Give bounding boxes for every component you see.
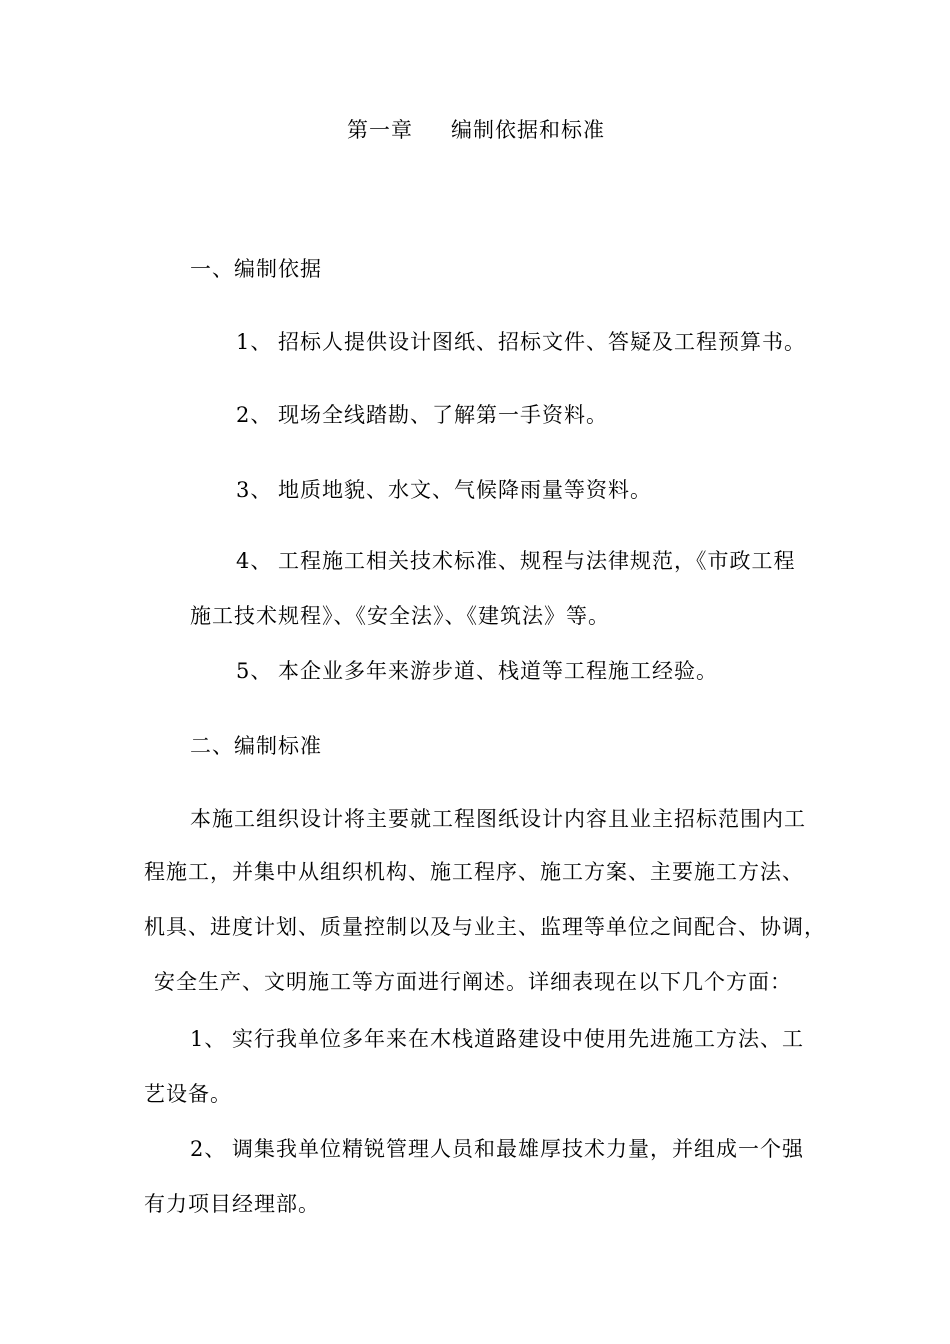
item-text: 工程施工相关技术标准、规程与法律规范，《市政工程	[278, 549, 796, 573]
paragraph-line: 程施工，并集中从组织机构、施工程序、施工方案、主要施工方法、	[144, 860, 804, 884]
list-item	[236, 546, 796, 576]
list-item	[190, 1134, 804, 1164]
list-item	[236, 327, 806, 357]
item-text: 调集我单位精锐管理人员和最雄厚技术力量，并组成一个强	[232, 1137, 804, 1161]
paragraph-line: 安全生产、文明施工等方面进行阐述。详细表现在以下几个方面：	[154, 970, 792, 994]
list-item-continuation: 施工技术规程》、《安全法》、《建筑法》等。	[190, 604, 610, 628]
item-number: 5、	[236, 659, 273, 683]
item-number: 3、	[236, 478, 273, 502]
item-number: 4、	[236, 549, 273, 573]
chapter-title-text: 编制依据和标准	[451, 118, 605, 142]
item-text: 实行我单位多年来在木栈道路建设中使用先进施工方法、工	[232, 1027, 804, 1051]
list-item-continuation: 有力项目经理部。	[144, 1192, 320, 1216]
paragraph-line: 本施工组织设计将主要就工程图纸设计内容且业主招标范围内工	[190, 807, 806, 831]
chapter-title	[347, 115, 605, 145]
list-item	[236, 656, 718, 686]
list-item-continuation: 艺设备。	[144, 1082, 232, 1106]
item-number: 2、	[236, 403, 273, 427]
item-number: 1、	[190, 1027, 227, 1051]
list-item	[236, 400, 608, 430]
item-text: 现场全线踏勘、了解第一手资料。	[278, 403, 608, 427]
section-heading: 二、编制标准	[190, 734, 322, 758]
list-item	[236, 475, 652, 505]
section-heading: 一、编制依据	[190, 257, 322, 281]
item-text: 招标人提供设计图纸、招标文件、答疑及工程预算书。	[278, 330, 806, 354]
paragraph-line: 机具、进度计划、质量控制以及与业主、监理等单位之间配合、协调，	[144, 915, 826, 939]
item-number: 2、	[190, 1137, 227, 1161]
item-number: 1、	[236, 330, 273, 354]
item-text: 本企业多年来游步道、栈道等工程施工经验。	[278, 659, 718, 683]
chapter-label: 第一章	[347, 118, 413, 142]
list-item	[190, 1024, 804, 1054]
item-text: 地质地貌、水文、气候降雨量等资料。	[278, 478, 652, 502]
